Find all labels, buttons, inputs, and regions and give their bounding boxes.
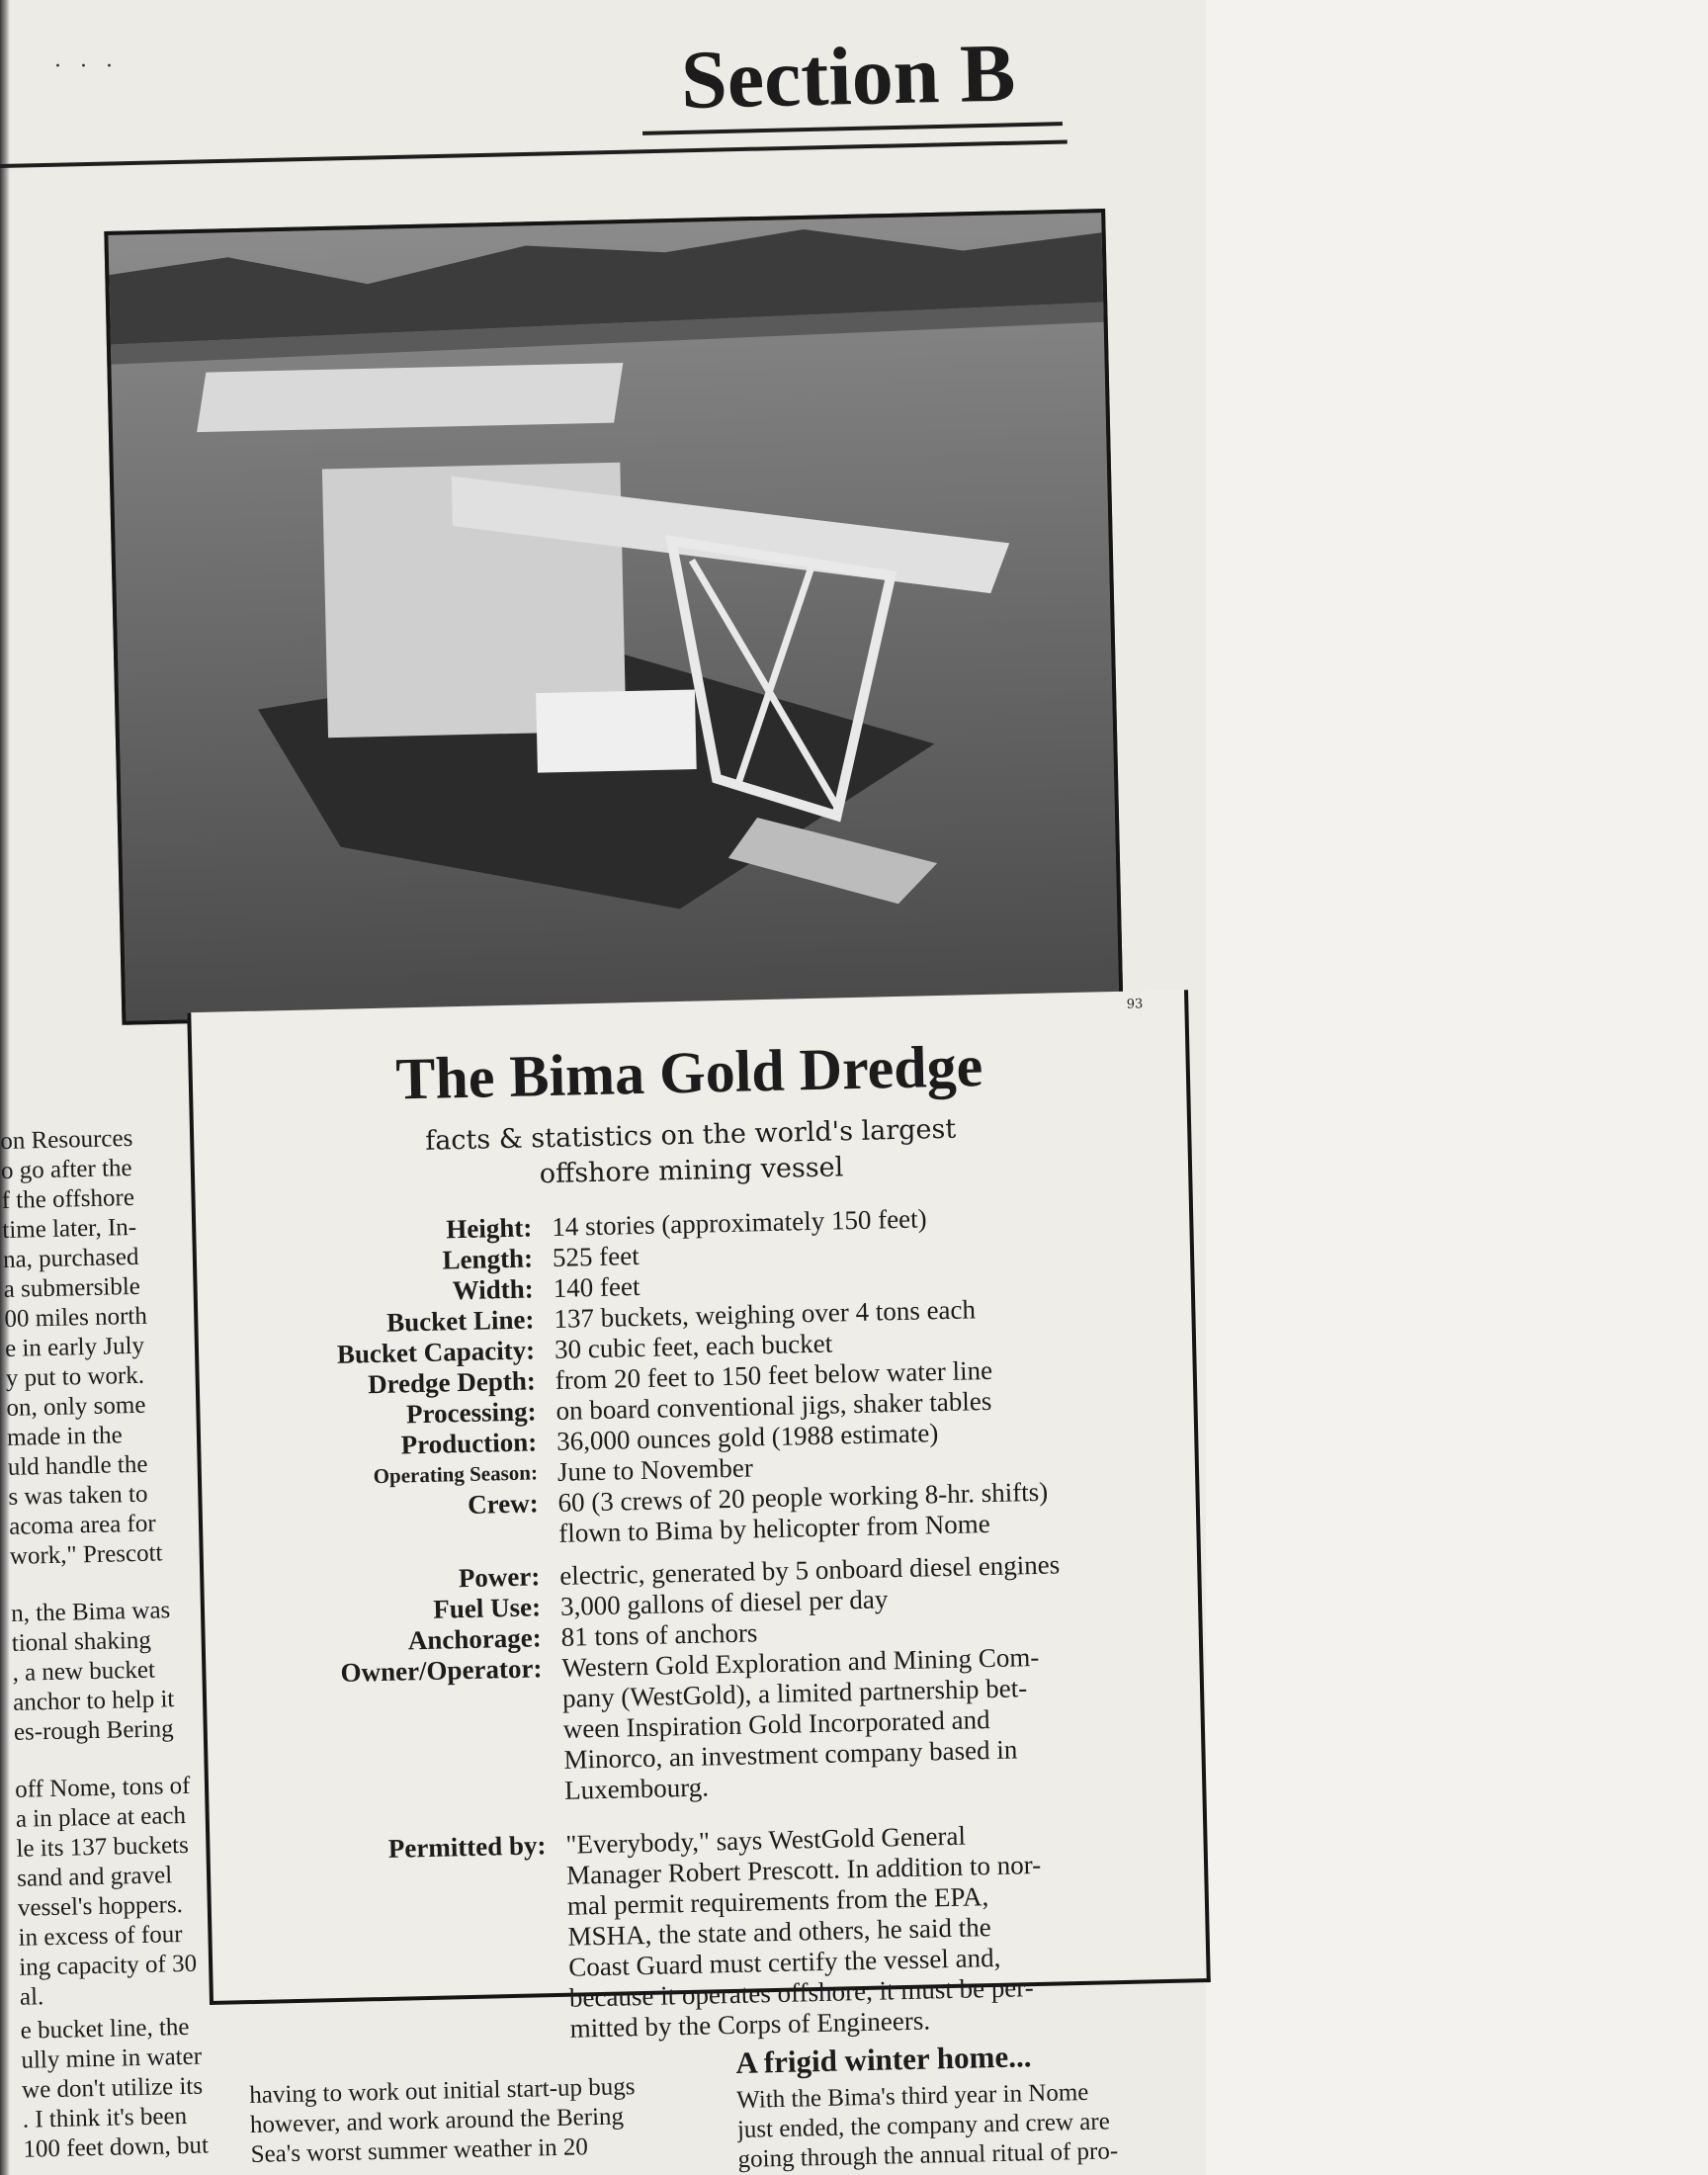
facing-page bbox=[1206, 0, 1708, 2175]
bottom-middle-column bbox=[249, 2070, 726, 2172]
fact-value: 30 cubic feet, each bucket bbox=[554, 1328, 833, 1364]
text-line: off Nome, tons of bbox=[14, 1772, 191, 1803]
fact-value: 60 (3 crews of 20 people working 8-hr. shifts) flown to Bima by helicopter from Nome bbox=[557, 1476, 1049, 1548]
text-line: on Resources bbox=[0, 1124, 133, 1155]
facts-table bbox=[245, 1198, 1173, 2051]
text-line: 00 miles north bbox=[4, 1302, 148, 1333]
text-line: in excess of four bbox=[18, 1921, 183, 1952]
text-line: acoma area for bbox=[8, 1510, 156, 1540]
facts-box bbox=[187, 990, 1211, 2044]
text-line: going through the annual ritual of pro- bbox=[737, 2137, 1119, 2173]
text-line: al. bbox=[19, 1983, 44, 2011]
fact-label: Anchorage: bbox=[407, 1622, 543, 1656]
text-line: on, only some bbox=[6, 1391, 146, 1422]
text-line: a in place at each bbox=[15, 1801, 187, 1833]
fact-label: Dredge Depth: bbox=[367, 1365, 537, 1400]
fact-value: electric, generated by 5 onboard diesel engines bbox=[558, 1549, 1061, 1591]
fact-value: 140 feet bbox=[553, 1270, 640, 1303]
fact-label: Crew: bbox=[467, 1488, 539, 1520]
text-line: time later, In- bbox=[2, 1213, 137, 1244]
fact-label: Operating Season: bbox=[373, 1460, 539, 1489]
fact-value: 14 stories (approximately 150 feet) bbox=[551, 1203, 927, 1242]
text-line: Sea's worst summer weather in 20 bbox=[250, 2133, 589, 2168]
left-article-column bbox=[0, 1122, 231, 2164]
text-line: sand and gravel bbox=[16, 1862, 173, 1892]
text-line: e bucket line, the bbox=[20, 2013, 190, 2044]
dredge-pilothouse bbox=[536, 690, 697, 773]
text-line: o go after the bbox=[0, 1154, 132, 1184]
fact-label: Permitted by: bbox=[387, 1830, 547, 1864]
fact-value: on board conventional jigs, shaker tables bbox=[555, 1385, 992, 1426]
paper-edge bbox=[0, 0, 10, 2175]
fact-row-permitted-by bbox=[259, 1816, 1173, 2051]
text-line: na, purchased bbox=[2, 1243, 139, 1273]
fact-label: Height: bbox=[445, 1212, 533, 1245]
text-line: just ended, the company and crew are bbox=[736, 2108, 1111, 2143]
fact-row-owner-operator bbox=[255, 1639, 1167, 1813]
text-line: es-rough Bering bbox=[13, 1715, 174, 1746]
fact-label: Processing: bbox=[405, 1396, 537, 1430]
text-line: e in early July bbox=[4, 1332, 145, 1362]
photo-credit: 93 bbox=[1126, 997, 1144, 1012]
print-specks: · · · bbox=[54, 54, 119, 79]
fact-label: Production: bbox=[400, 1427, 538, 1460]
fact-value: Western Gold Exploration and Mining Com- pany (WestGold), a limited partnership bet- ween Inspiration Gold Incorporated and Minorco, an investment company based in Luxembourg. bbox=[561, 1641, 1040, 1805]
dredge-photo-icon bbox=[108, 213, 1119, 1021]
text-line: having to work out initial start-up bugs bbox=[249, 2073, 636, 2109]
text-line: tional shaking bbox=[11, 1626, 152, 1657]
text-line: a submersible bbox=[3, 1272, 141, 1303]
text-line: ully mine in water bbox=[21, 2043, 203, 2074]
fact-label: Owner/Operator: bbox=[340, 1653, 543, 1688]
subtitle-line-1: facts & statistics on the world's largest bbox=[424, 1113, 957, 1157]
text-line: . I think it's been bbox=[22, 2102, 188, 2133]
dredge-photo bbox=[104, 209, 1123, 1025]
text-line: made in the bbox=[6, 1422, 124, 1451]
text-line: 100 feet down, but bbox=[23, 2132, 210, 2163]
fact-value: 525 feet bbox=[552, 1240, 640, 1272]
left-para-3 bbox=[15, 1771, 227, 2013]
fact-value: from 20 feet to 150 feet below water line bbox=[555, 1354, 993, 1395]
fact-value: 36,000 ounces gold (1988 estimate) bbox=[555, 1418, 939, 1456]
left-para-2 bbox=[11, 1595, 221, 1748]
subtitle-line-2: offshore mining vessel bbox=[539, 1152, 844, 1190]
text-line: y put to work. bbox=[5, 1361, 145, 1392]
text-line: work," Prescott bbox=[9, 1539, 163, 1570]
text-line: With the Bima's third year in Nome bbox=[735, 2078, 1089, 2114]
text-line: f the offshore bbox=[1, 1183, 135, 1214]
left-para-4 bbox=[20, 2012, 230, 2165]
dredge-upper-deck bbox=[197, 363, 623, 432]
fact-label: Fuel Use: bbox=[432, 1592, 542, 1624]
fact-value: "Everybody," says WestGold General Manager Robert Prescott. In addition to nor- mal permit requirements from the EPA, MSHA, the state and others, he said the Coast Guard must certify the vessel and, because it operates offshore, it must be per- mitted by the Corps of Engineers. bbox=[565, 1820, 1042, 2044]
fact-label: Power: bbox=[458, 1561, 541, 1594]
fact-value: June to November bbox=[556, 1452, 754, 1487]
text-line: uld handle the bbox=[7, 1450, 148, 1481]
fact-label: Width: bbox=[452, 1273, 535, 1306]
text-line: s was taken to bbox=[8, 1480, 148, 1511]
text-line: vessel's hoppers. bbox=[17, 1891, 184, 1922]
feature-subtitle bbox=[194, 1106, 1188, 1200]
fact-value: 3,000 gallons of diesel per day bbox=[559, 1584, 889, 1621]
text-line: however, and work around the Bering bbox=[249, 2103, 625, 2138]
text-line: , a new bucket bbox=[12, 1656, 156, 1687]
fact-label: Bucket Capacity: bbox=[336, 1335, 536, 1369]
text-line: n, the Bima was bbox=[10, 1597, 171, 1627]
bottom-right-column bbox=[735, 2036, 1203, 2173]
section-title: Section B bbox=[679, 27, 1017, 127]
text-line: ing capacity of 30 bbox=[18, 1950, 198, 1981]
fact-label: Length: bbox=[442, 1243, 534, 1275]
subhead-frigid-winter: A frigid winter home... bbox=[735, 2039, 1032, 2080]
fact-value: 81 tons of anchors bbox=[560, 1617, 758, 1652]
fact-value: 137 buckets, weighing over 4 tons each bbox=[554, 1294, 977, 1334]
fact-label: Bucket Line: bbox=[385, 1304, 535, 1338]
text-line: anchor to help it bbox=[12, 1686, 175, 1716]
left-para-1 bbox=[0, 1122, 217, 1572]
feature-title: The Bima Gold Dredge bbox=[394, 1033, 983, 1112]
text-line: we don't utilize its bbox=[21, 2072, 204, 2104]
text-line: le its 137 buckets bbox=[16, 1831, 190, 1863]
